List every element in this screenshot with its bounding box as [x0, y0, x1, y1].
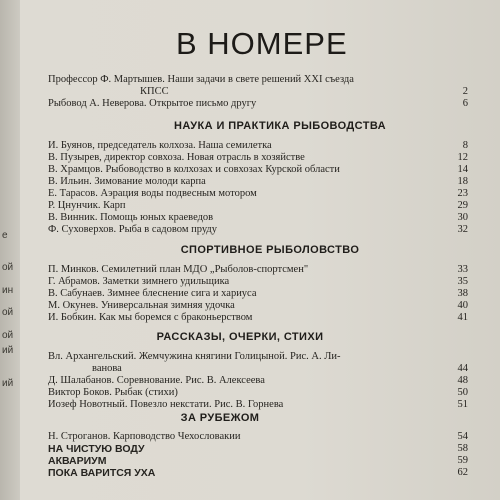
page-title: В НОМЕРЕ: [176, 26, 348, 61]
entry-text: Г. Абрамов. Заметки зимнего удильщика: [48, 276, 230, 287]
entry-page: 50: [457, 387, 468, 398]
margin-fragment: ой: [2, 262, 14, 273]
toc-entry: [48, 176, 468, 188]
entry-page: 12: [457, 152, 468, 163]
adjacent-page-edge: [0, 0, 20, 500]
entry-text: И. Бобкин. Как мы боремся с браконьерством: [48, 312, 253, 323]
entry-text: В. Храмцов. Рыбоводство в колхозах и совхозах Курской области: [48, 164, 340, 175]
entry-text: Р. Цнунчик. Карп: [48, 200, 126, 211]
entry-page: 30: [457, 212, 468, 223]
entry-text: Е. Тарасов. Аэрация воды подвесным мотором: [48, 188, 257, 199]
entry-page: 62: [457, 467, 468, 478]
toc-entry: [48, 443, 468, 455]
entry-page: 32: [457, 224, 468, 235]
toc-entry: [92, 363, 468, 375]
toc-entry: [48, 188, 468, 200]
entry-text: В. Сабунаев. Зимнее блеснение сига и хариуса: [48, 288, 257, 299]
toc-entry: [48, 387, 468, 399]
entry-text: Д. Шалабанов. Соревнование. Рис. В. Алексеева: [48, 375, 265, 386]
toc-entry: [48, 431, 468, 443]
entry-text: Иозеф Новотный. Повезло некстати. Рис. В. Горнева: [48, 399, 284, 410]
entry-page: 2: [462, 86, 468, 97]
entry-text: Ф. Суховерхов. Рыба в садовом пруду: [48, 224, 218, 235]
margin-fragment: ий: [2, 378, 14, 389]
toc-entry: [48, 224, 468, 236]
entry-text: В. Пузырев, директор совхоза. Новая отрасль в хозяйстве: [48, 152, 305, 163]
section-heading: ЗА РУБЕЖОМ: [180, 412, 260, 424]
entry-page: 33: [457, 264, 468, 275]
entry-page: 58: [457, 443, 468, 454]
entry-text: АКВАРИУМ: [48, 455, 107, 467]
margin-fragment: ий: [2, 345, 14, 356]
section-heading: СПОРТИВНОЕ РЫБОЛОВСТВО: [180, 244, 360, 256]
toc-entry: [48, 264, 468, 276]
entry-page: 44: [457, 363, 468, 374]
entry-text: М. Окунев. Универсальная зимняя удочка: [48, 300, 235, 311]
entry-page: 35: [457, 276, 468, 287]
entry-page: 14: [457, 164, 468, 175]
toc-entry: [48, 467, 468, 479]
toc-entry: [48, 276, 468, 288]
entry-page: 23: [457, 188, 468, 199]
section-heading: РАССКАЗЫ, ОЧЕРКИ, СТИХИ: [156, 331, 324, 343]
entry-page: 18: [457, 176, 468, 187]
entry-text: П. Минков. Семилетний план МДО „Рыболов-спортсмен": [48, 264, 309, 275]
entry-text: Виктор Боков. Рыбак (стихи): [48, 387, 178, 398]
toc-entry: [48, 152, 468, 164]
toc-entry: [48, 140, 468, 152]
entry-text: ПОКА ВАРИТСЯ УХА: [48, 467, 156, 479]
entry-page: 38: [457, 288, 468, 299]
entry-text: Н. Строганов. Карповодство Чехословакии: [48, 431, 241, 442]
entry-text: В. Ильин. Зимование молоди карпа: [48, 176, 206, 187]
toc-entry: [48, 312, 468, 324]
margin-fragment: ой: [2, 330, 14, 341]
entry-text: Рыбовод А. Неверова. Открытое письмо другу: [48, 98, 257, 109]
entry-page: 8: [462, 140, 468, 151]
toc-entry: [48, 288, 468, 300]
entry-page: 6: [462, 98, 468, 109]
toc-entry: [48, 200, 468, 212]
toc-entry: [48, 300, 468, 312]
toc-entry: [140, 86, 468, 98]
toc-entry: [48, 399, 468, 411]
toc-entry: [48, 164, 468, 176]
toc-entry: [48, 455, 468, 467]
entry-page: 48: [457, 375, 468, 386]
entry-page: 41: [457, 312, 468, 323]
entry-text: ванова: [92, 363, 122, 374]
toc-entry: [48, 375, 468, 387]
entry-text: НА ЧИСТУЮ ВОДУ: [48, 443, 145, 455]
entry-text: В. Винник. Помощь юных краеведов: [48, 212, 214, 223]
section-heading: НАУКА И ПРАКТИКА РЫБОВОДСТВА: [174, 120, 386, 132]
entry-page: 59: [457, 455, 468, 466]
entry-page: 29: [457, 200, 468, 211]
entry-page: 51: [457, 399, 468, 410]
toc-entry: [48, 74, 468, 86]
margin-fragment: е: [2, 230, 8, 241]
toc-entry: [48, 212, 468, 224]
entry-text: Вл. Архангельский. Жемчужина княгини Голицыной. Рис. А. Ли-: [48, 351, 341, 362]
margin-fragment: ой: [2, 307, 14, 318]
entry-page: 40: [457, 300, 468, 311]
toc-entry: [48, 98, 468, 110]
entry-text: И. Буянов, председатель колхоза. Наша семилетка: [48, 140, 272, 151]
entry-text: КПСС: [140, 86, 169, 97]
entry-page: 54: [457, 431, 468, 442]
entry-text: Профессор Ф. Мартышев. Наши задачи в свете решений XXI съезда: [48, 74, 354, 85]
margin-fragment: ин: [2, 285, 14, 296]
toc-entry: [48, 351, 468, 363]
